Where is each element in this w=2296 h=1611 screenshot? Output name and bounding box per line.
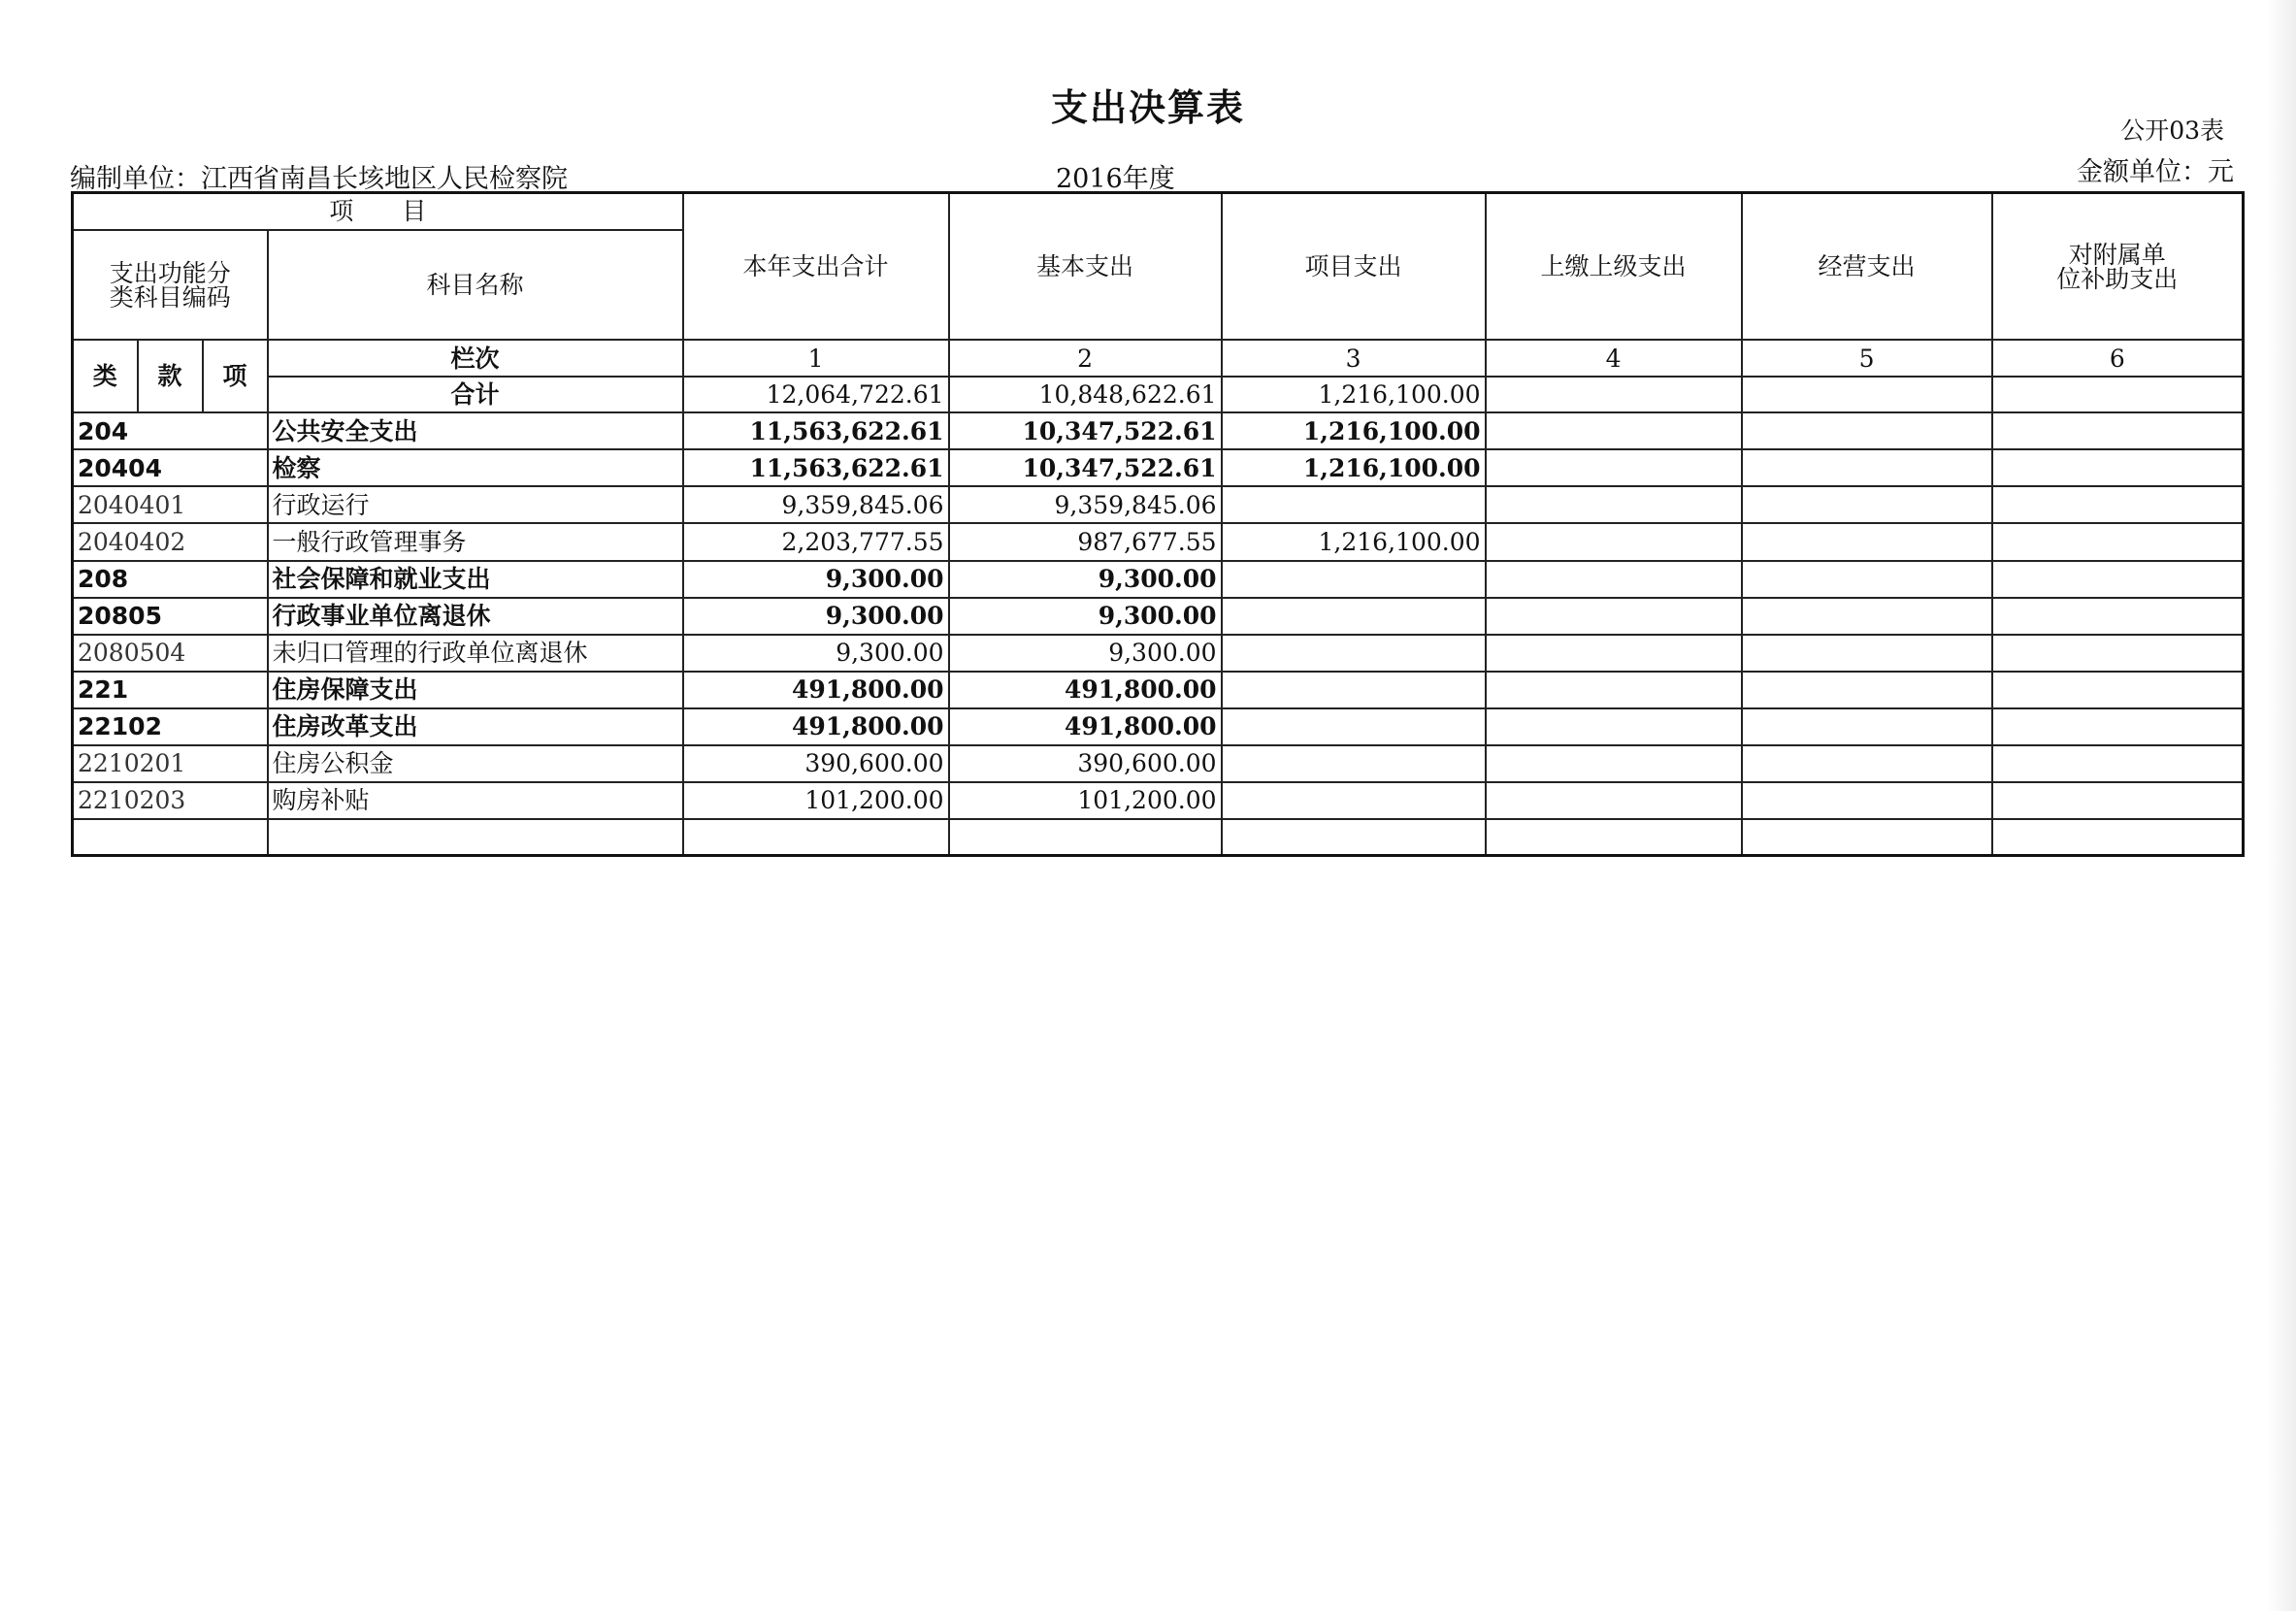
expenditure-table xyxy=(71,191,2245,857)
amount-cell xyxy=(1742,672,1992,708)
amount-cell: 101,200.00 xyxy=(949,782,1222,819)
table-row xyxy=(73,635,2244,672)
amount-cell: 491,800.00 xyxy=(683,672,949,708)
amount-cell xyxy=(1742,449,1992,486)
amount-cell: 1,216,100.00 xyxy=(1222,412,1486,449)
amount-cell xyxy=(1222,782,1486,819)
amount-cell xyxy=(1742,708,1992,745)
amount-cell xyxy=(1486,412,1742,449)
subject-name-cell: 检察 xyxy=(268,449,683,486)
amount-cell: 9,300.00 xyxy=(949,561,1222,598)
amount-cell: 101,200.00 xyxy=(683,782,949,819)
column-header-upper: 上缴上级支出 xyxy=(1486,193,1742,341)
table-row xyxy=(73,782,2244,819)
column-header-subsidy-line2: 位补助支出 xyxy=(2056,264,2179,293)
total-cell xyxy=(1742,377,1992,412)
subject-code-cell: 2080504 xyxy=(73,635,268,672)
subject-code-cell: 20805 xyxy=(73,598,268,635)
table-row xyxy=(73,412,2244,449)
amount-cell xyxy=(1486,449,1742,486)
amount-cell: 9,359,845.06 xyxy=(949,486,1222,523)
amount-cell xyxy=(1486,672,1742,708)
amount-cell xyxy=(1992,449,2244,486)
subject-name-cell: 社会保障和就业支出 xyxy=(268,561,683,598)
subject-name-cell: 住房公积金 xyxy=(268,745,683,782)
amount-cell xyxy=(1992,782,2244,819)
code-header-line2: 类科目编码 xyxy=(109,282,231,312)
amount-cell xyxy=(1222,635,1486,672)
amount-cell xyxy=(1486,782,1742,819)
subject-code-cell: 221 xyxy=(73,672,268,708)
subject-name-cell: 住房保障支出 xyxy=(268,672,683,708)
subject-code-cell: 2210203 xyxy=(73,782,268,819)
amount-cell: 11,563,622.61 xyxy=(683,449,949,486)
table-row xyxy=(73,745,2244,782)
amount-unit: 金额单位：元 xyxy=(2077,157,2234,187)
subject-code-cell: 22102 xyxy=(73,708,268,745)
subject-code-cell xyxy=(73,819,268,856)
amount-cell: 987,677.55 xyxy=(949,523,1222,560)
amount-cell xyxy=(1742,486,1992,523)
amount-cell xyxy=(1992,523,2244,560)
amount-cell xyxy=(1486,561,1742,598)
subject-name-cell: 未归口管理的行政单位离退休 xyxy=(268,635,683,672)
amount-cell xyxy=(1992,561,2244,598)
column-header-subsidy-line1: 对附属单 xyxy=(2068,240,2166,269)
xiang-header: 项 xyxy=(203,340,268,412)
amount-cell xyxy=(1222,561,1486,598)
amount-cell: 491,800.00 xyxy=(949,708,1222,745)
amount-cell xyxy=(1486,598,1742,635)
amount-cell: 9,300.00 xyxy=(949,635,1222,672)
subject-name-cell: 公共安全支出 xyxy=(268,412,683,449)
subject-name-cell: 住房改革支出 xyxy=(268,708,683,745)
amount-cell xyxy=(1992,412,2244,449)
fiscal-year: 2016年度 xyxy=(1056,164,1175,194)
amount-cell xyxy=(1992,708,2244,745)
amount-cell xyxy=(683,819,949,856)
amount-cell: 9,300.00 xyxy=(949,598,1222,635)
code-header xyxy=(73,230,268,340)
amount-cell xyxy=(1742,598,1992,635)
amount-cell xyxy=(1486,523,1742,560)
amount-cell xyxy=(1222,745,1486,782)
total-cell xyxy=(1486,377,1742,412)
amount-cell xyxy=(1486,745,1742,782)
amount-cell xyxy=(1742,635,1992,672)
total-row-label: 合计 xyxy=(268,377,683,412)
column-number: 4 xyxy=(1486,340,1742,376)
column-header-total: 本年支出合计 xyxy=(683,193,949,341)
table-row xyxy=(73,523,2244,560)
subject-code-cell: 2210201 xyxy=(73,745,268,782)
total-cell: 1,216,100.00 xyxy=(1222,377,1486,412)
amount-cell xyxy=(1992,598,2244,635)
compiling-unit: 编制单位：江西省南昌长垓地区人民检察院 xyxy=(70,164,568,194)
table-row xyxy=(73,449,2244,486)
column-number: 5 xyxy=(1742,340,1992,376)
subject-name-cell: 行政运行 xyxy=(268,486,683,523)
amount-cell: 9,300.00 xyxy=(683,635,949,672)
amount-cell xyxy=(1742,523,1992,560)
amount-cell xyxy=(1486,708,1742,745)
amount-cell xyxy=(1486,635,1742,672)
amount-cell xyxy=(1486,486,1742,523)
column-number: 6 xyxy=(1992,340,2244,376)
form-number: 公开03表 xyxy=(2120,116,2224,145)
amount-cell xyxy=(1742,782,1992,819)
table-row xyxy=(73,561,2244,598)
amount-cell xyxy=(1222,819,1486,856)
column-header-project: 项目支出 xyxy=(1222,193,1486,341)
lanci-label: 栏次 xyxy=(268,340,683,376)
table-row xyxy=(73,672,2244,708)
amount-cell xyxy=(1742,412,1992,449)
amount-cell xyxy=(1222,486,1486,523)
amount-cell: 390,600.00 xyxy=(949,745,1222,782)
column-number: 1 xyxy=(683,340,949,376)
subject-code-cell: 2040401 xyxy=(73,486,268,523)
amount-cell xyxy=(1992,635,2244,672)
code-header-line1: 支出功能分 xyxy=(109,258,231,287)
amount-cell xyxy=(1992,486,2244,523)
table-row xyxy=(73,598,2244,635)
item-group-header: 项 目 xyxy=(73,193,683,230)
table-row xyxy=(73,708,2244,745)
table-row xyxy=(73,819,2244,856)
amount-cell xyxy=(1222,672,1486,708)
subject-name-cell: 购房补贴 xyxy=(268,782,683,819)
amount-cell xyxy=(949,819,1222,856)
amount-cell xyxy=(1222,708,1486,745)
amount-cell: 491,800.00 xyxy=(949,672,1222,708)
amount-cell: 11,563,622.61 xyxy=(683,412,949,449)
amount-cell: 390,600.00 xyxy=(683,745,949,782)
column-number: 2 xyxy=(949,340,1222,376)
subject-name-header: 科目名称 xyxy=(268,230,683,340)
subject-code-cell: 20404 xyxy=(73,449,268,486)
subject-code-cell: 2040402 xyxy=(73,523,268,560)
column-header-basic: 基本支出 xyxy=(949,193,1222,341)
amount-cell: 9,359,845.06 xyxy=(683,486,949,523)
column-header-business: 经营支出 xyxy=(1742,193,1992,341)
subject-code-cell: 208 xyxy=(73,561,268,598)
amount-cell: 491,800.00 xyxy=(683,708,949,745)
column-number: 3 xyxy=(1222,340,1486,376)
amount-cell xyxy=(1742,561,1992,598)
amount-cell: 9,300.00 xyxy=(683,598,949,635)
amount-cell xyxy=(1486,819,1742,856)
column-header-subsidy xyxy=(1992,193,2244,341)
total-cell xyxy=(1992,377,2244,412)
amount-cell xyxy=(1222,598,1486,635)
amount-cell xyxy=(1992,745,2244,782)
amount-cell: 2,203,777.55 xyxy=(683,523,949,560)
total-cell: 10,848,622.61 xyxy=(949,377,1222,412)
lei-header: 类 xyxy=(73,340,138,412)
table-row xyxy=(73,486,2244,523)
amount-cell: 10,347,522.61 xyxy=(949,412,1222,449)
kuan-header: 款 xyxy=(138,340,203,412)
subject-code-cell: 204 xyxy=(73,412,268,449)
total-cell: 12,064,722.61 xyxy=(683,377,949,412)
scan-edge-shading xyxy=(2267,0,2296,1611)
amount-cell: 1,216,100.00 xyxy=(1222,449,1486,486)
amount-cell xyxy=(1742,745,1992,782)
amount-cell xyxy=(1742,819,1992,856)
subject-name-cell xyxy=(268,819,683,856)
amount-cell: 10,347,522.61 xyxy=(949,449,1222,486)
subject-name-cell: 行政事业单位离退休 xyxy=(268,598,683,635)
amount-cell: 1,216,100.00 xyxy=(1222,523,1486,560)
amount-cell: 9,300.00 xyxy=(683,561,949,598)
subject-name-cell: 一般行政管理事务 xyxy=(268,523,683,560)
amount-cell xyxy=(1992,819,2244,856)
document-title: 支出决算表 xyxy=(1050,86,1245,129)
amount-cell xyxy=(1992,672,2244,708)
